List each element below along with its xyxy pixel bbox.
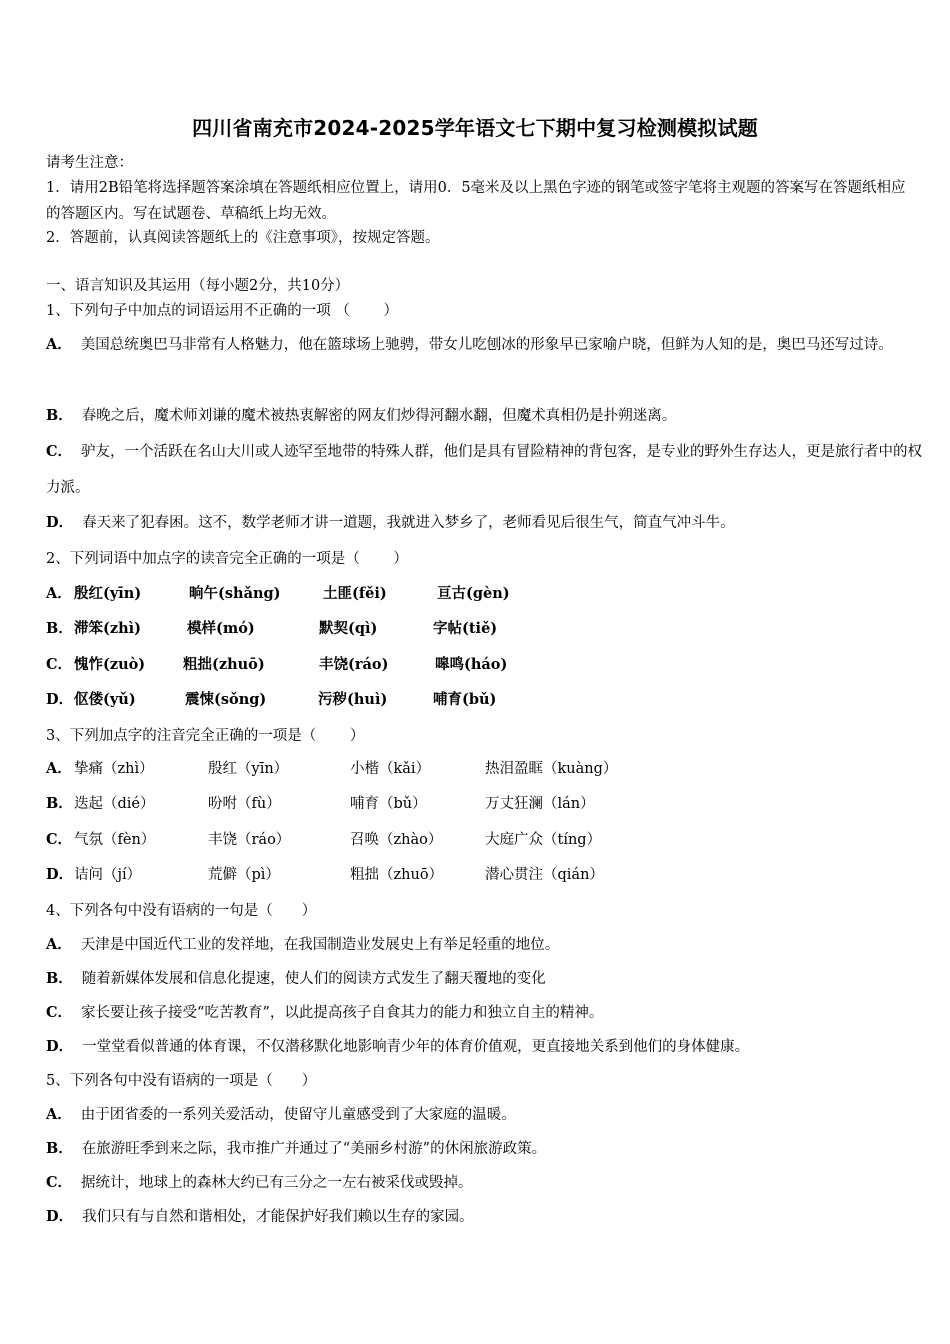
option-text: 一堂堂看似普通的体育课，不仅潜移默化地影响青少年的体育价值观，更直接地关系到他们的身体健康。 <box>82 1039 750 1055</box>
option-item: 吩咐（fù） <box>208 796 281 812</box>
option-label: C． <box>46 656 73 673</box>
option-item: 嗥鸣(háo) <box>435 656 508 673</box>
option-item: 字帖(tiě) <box>433 620 498 637</box>
question-2-stem: 2、下列词语中加点字的读音完全正确的一项是（ ） <box>46 551 408 567</box>
option-label: B． <box>46 407 73 424</box>
q2-option-d[interactable] <box>46 687 926 713</box>
option-item: 潜心贯注（qián） <box>485 867 604 883</box>
option-label: A． <box>46 1106 72 1123</box>
option-item: 污秽(huì) <box>318 691 388 708</box>
option-text: 我们只有与自然和谐相处，才能保护好我们赖以生存的家园。 <box>82 1209 474 1225</box>
option-item: 震悚(sǒng) <box>185 691 267 708</box>
option-label: D． <box>46 1208 74 1225</box>
option-label: A． <box>46 336 72 353</box>
option-label: B． <box>46 1140 73 1157</box>
option-item: 热泪盈眶（kuàng） <box>485 761 618 777</box>
q5-option-d[interactable] <box>46 1204 926 1230</box>
option-item: 诘问（jí） <box>74 867 142 883</box>
option-item: 伛偻(yǔ) <box>74 691 136 708</box>
option-item: 土匪(fěi) <box>323 585 387 602</box>
q2-option-b[interactable] <box>46 616 926 642</box>
option-item: 愧怍(zuò) <box>74 656 146 673</box>
option-label: B． <box>46 620 73 637</box>
question-1-stem: 1、下列句子中加点的词语运用不正确的一项 （ ） <box>46 303 398 319</box>
question-4-stem: 4、下列各句中没有语病的一句是（ ） <box>46 903 317 919</box>
option-label: C． <box>46 443 73 460</box>
option-text: 据统计，地球上的森林大约已有三分之一左右被采伐或毁掉。 <box>81 1175 473 1191</box>
option-item: 模样(mó) <box>187 620 255 637</box>
option-text: 在旅游旺季到来之际，我市推广并通过了“美丽乡村游”的休闲旅游政策。 <box>81 1141 547 1157</box>
option-label: D． <box>46 514 74 531</box>
option-item: 殷红（yīn） <box>208 761 289 777</box>
option-item: 大庭广众（tíng） <box>485 832 602 848</box>
option-item: 丰饶（ráo） <box>208 832 291 848</box>
option-text: 随着新媒体发展和信息化提速，使人们的阅读方式发生了翻天覆地的变化 <box>81 971 546 987</box>
q2-option-a[interactable] <box>46 581 926 607</box>
option-item: 殷红(yīn) <box>74 585 142 602</box>
q3-option-a[interactable] <box>46 756 926 782</box>
option-item: 召唤（zhào） <box>350 832 443 848</box>
notice-item-2: 2．答题前，认真阅读答题纸上的《注意事项》，按规定答题。 <box>46 230 440 246</box>
option-item: 万丈狂澜（lán） <box>485 796 595 812</box>
question-5-stem: 5、下列各句中没有语病的一项是（ ） <box>46 1073 317 1089</box>
option-item: 迭起（dié） <box>74 796 155 812</box>
option-item: 亘古(gèn) <box>437 585 510 602</box>
option-item: 丰饶(ráo) <box>319 656 389 673</box>
option-item: 粗拙（zhuō） <box>350 867 444 883</box>
q3-option-d[interactable] <box>46 862 926 888</box>
q4-option-c[interactable] <box>46 1000 926 1026</box>
notice-item-1: 1．请用2B铅笔将选择题答案涂填在答题纸相应位置上，请用0．5毫米及以上黑色字迹的钢笔或签字笔将主观题的答案写在答题纸相应的答题区内。写在试题卷、草稿纸上均无效。 <box>46 180 906 222</box>
option-item: 粗拙(zhuō) <box>183 656 265 673</box>
option-item: 气氛（fèn） <box>74 832 156 848</box>
option-label: A． <box>46 936 72 953</box>
option-item: 滞笨(zhì) <box>74 620 142 637</box>
option-item: 挚痛（zhì） <box>74 761 154 777</box>
q1-option-d[interactable] <box>46 510 926 536</box>
option-item: 哺育（bǔ） <box>350 796 427 812</box>
option-item: 荒僻（pì） <box>208 867 280 883</box>
section-heading: 一、语言知识及其运用（每小题2分，共10分） <box>46 278 350 294</box>
page-title: 四川省南充市2024-2025学年语文七下期中复习检测模拟试题 <box>192 116 758 140</box>
q1-option-a[interactable] <box>46 327 926 363</box>
option-item: 默契(qì) <box>319 620 378 637</box>
option-label: B． <box>46 795 73 812</box>
option-text: 美国总统奥巴马非常有人格魅力，他在篮球场上驰骋，带女儿吃刨冰的形象早已家喻户晓，但鲜为人知的是，奥巴马还写过诗。 <box>80 337 893 353</box>
option-label: D． <box>46 866 74 883</box>
option-item: 哺育(bǔ) <box>433 691 497 708</box>
option-item: 小楷（kǎi） <box>350 761 431 777</box>
q3-option-b[interactable] <box>46 791 926 817</box>
option-text: 春晚之后，魔术师刘谦的魔术被热衷解密的网友们炒得河翻水翻，但魔术真相仍是扑朔迷离。 <box>81 408 677 424</box>
option-label: B． <box>46 970 73 987</box>
q5-option-c[interactable] <box>46 1170 926 1196</box>
question-3-stem: 3、下列加点字的注音完全正确的一项是（ ） <box>46 728 365 744</box>
q5-option-a[interactable] <box>46 1102 926 1128</box>
option-label: C． <box>46 1004 73 1021</box>
q5-option-b[interactable] <box>46 1136 926 1162</box>
q2-option-c[interactable] <box>46 652 926 678</box>
option-label: A． <box>46 760 72 777</box>
option-label: A． <box>46 585 72 602</box>
option-label: D． <box>46 691 74 708</box>
option-text: 春天来了犯春困。这不，数学老师才讲一道题，我就进入梦乡了，老师看见后很生气，简直气冲斗牛。 <box>82 515 735 531</box>
option-text: 驴友，一个活跃在名山大川或人迹罕至地带的特殊人群，他们是具有冒险精神的背包客，是专业的野外生存达人，更是旅行者中的权力派。 <box>46 444 923 496</box>
option-text: 天津是中国近代工业的发祥地，在我国制造业发展史上有举足轻重的地位。 <box>80 937 560 953</box>
q1-option-b[interactable] <box>46 403 926 429</box>
q4-option-d[interactable] <box>46 1034 926 1060</box>
q3-option-c[interactable] <box>46 827 926 853</box>
option-text: 家长要让孩子接受“吃苦教育”，以此提高孩子自食其力的能力和独立自主的精神。 <box>81 1005 604 1021</box>
option-label: C． <box>46 831 73 848</box>
option-text: 由于团省委的一系列关爱活动，使留守儿童感受到了大家庭的温暖。 <box>80 1107 516 1123</box>
option-label: D． <box>46 1038 74 1055</box>
q1-option-c[interactable] <box>46 434 926 506</box>
option-label: C． <box>46 1174 73 1191</box>
q4-option-b[interactable] <box>46 966 926 992</box>
option-item: 晌午(shǎng) <box>189 585 281 602</box>
notice-heading: 请考生注意： <box>46 155 133 171</box>
q4-option-a[interactable] <box>46 932 926 958</box>
